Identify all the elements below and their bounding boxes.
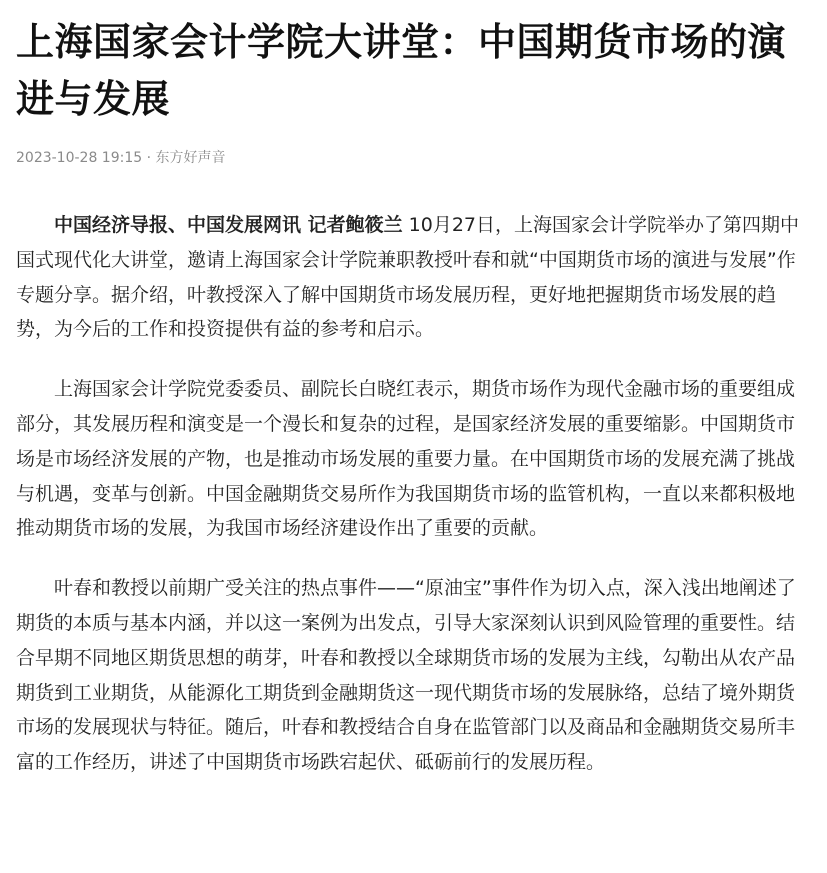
paragraph-text: 叶春和教授以前期广受关注的热点事件——“原油宝”事件作为切入点，深入浅出地阐述了期货的本质与基本内涵，并以这一案例为出发点，引导大家深刻认识到风险管理的重要性。结合早期不同地区期货思想的萌芽，叶春和教授以全球期货市场的发展为主线，勾勒出从农产品期货到工业期货，从能源化工期货到金融期货这一现代期货市场的发展脉络，总结了境外期货市场的发展现状与特征。随后，叶春和教授结合自身在监管部门以及商品和金融期货交易所丰富的工作经历，讲述了中国期货市场跌宕起伏、砥砺前行的发展历程。 [16, 577, 796, 774]
article-meta [16, 148, 807, 168]
paragraph-2 [16, 372, 807, 546]
article-title: 上海国家会计学院大讲堂：中国期货市场的演进与发展 [16, 20, 787, 121]
paragraph-1 [16, 208, 807, 347]
publish-datetime: 2023-10-28 19:15 [16, 150, 143, 166]
paragraph-3 [16, 571, 807, 780]
paragraph-lead: 中国经济导报、中国发展网讯 记者鲍筱兰 [54, 214, 403, 236]
article-body [16, 208, 807, 780]
paragraph-text: 10月27日，上海国家会计学院举办了第四期中国式现代化大讲堂，邀请上海国家会计学院兼职教授叶春和就“中国期货市场的演进与发展”作专题分享。据介绍，叶教授深入了解中国期货市场发展历程，更好地把握期货市场发展的趋势，为今后的工作和投资提供有益的参考和启示。 [16, 214, 800, 341]
paragraph-text: 上海国家会计学院党委委员、副院长白晓红表示，期货市场作为现代金融市场的重要组成部分，其发展历程和演变是一个漫长和复杂的过程，是国家经济发展的重要缩影。中国期货市场是市场经济发展的产物，也是推动市场发展的重要力量。在中国期货市场的发展充满了挑战与机遇，变革与创新。中国金融期货交易所作为我国期货市场的监管机构，一直以来都积极地推动期货市场的发展，为我国市场经济建设作出了重要的贡献。 [16, 378, 796, 540]
meta-separator: · [142, 150, 156, 166]
article-source[interactable]: 东方好声音 [155, 150, 226, 166]
